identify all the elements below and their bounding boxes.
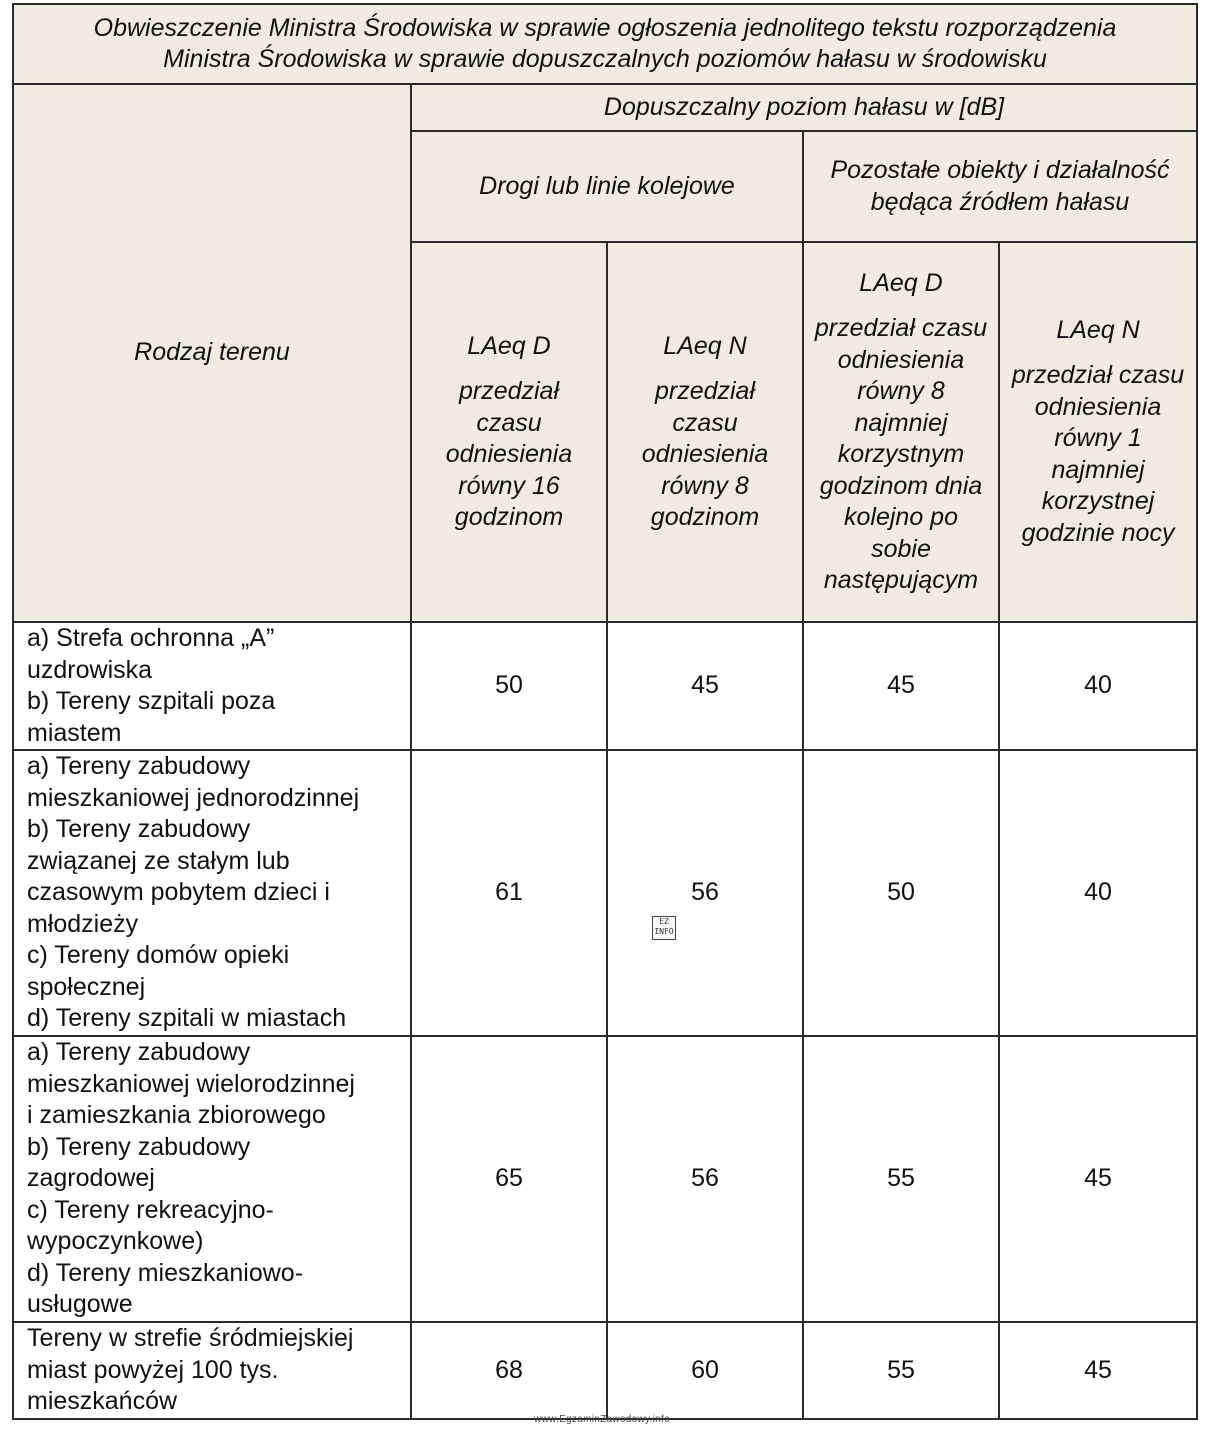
value-cell-col2: 56 [607,750,803,1036]
value-cell-col1: 65 [411,1036,607,1322]
terrain-line: miast powyżej 100 tys. [27,1355,279,1384]
terrain-line: c) Tereny rekreacyjno- [27,1195,274,1224]
terrain-cell [13,1322,411,1419]
footer-watermark: www.EgzaminZawodowy.info [534,1414,670,1425]
terrain-line: d) Tereny szpitali w miastach [27,1004,347,1033]
col3-label: LAeq D [859,268,943,297]
terrain-line: związanej ze stałym lub [27,846,290,875]
value-cell-col1: 50 [411,622,607,750]
terrain-line: usługowe [27,1290,133,1319]
terrain-line: b) Tereny zabudowy [27,815,251,844]
col-laeq-d-roads [411,242,607,622]
table-row [13,1322,1197,1419]
title-row [13,4,1197,84]
value-cell-col4: 40 [999,622,1197,750]
table-row [13,750,1197,1036]
terrain-line: wypoczynkowe) [27,1227,204,1256]
terrain-line: mieszkańców [27,1387,178,1415]
header-row-1 [13,84,1197,131]
terrain-line: b) Tereny zabudowy [27,1132,251,1161]
terrain-line: Tereny w strefie śródmiejskiej [27,1324,354,1352]
pozostale-header: Pozostałe obiekty i działalność będąca źródłem hałasu [803,131,1197,242]
terrain-line: miastem [27,718,122,747]
value-cell-col3: 45 [803,622,999,750]
table-body [13,622,1197,1419]
terrain-line: a) Tereny zabudowy [27,752,251,781]
info-stamp-icon: EZ INFO [652,916,676,940]
terrain-line: zagrodowej [27,1164,155,1193]
terrain-line: i zamieszkania zbiorowego [27,1101,326,1130]
value-cell-col2: 56 [607,1036,803,1322]
terrain-cell [13,622,411,750]
title-line-1: Obwieszczenie Ministra Środowiska w sprawie ogłoszenia jednolitego tekstu rozporządzenia [93,13,1117,42]
terrain-line: b) Tereny szpitali poza [27,687,276,715]
rodzaj-terenu-header: Rodzaj terenu [13,84,411,622]
col4-label: LAeq N [1056,315,1140,344]
drogi-header: Drogi lub linie kolejowe [411,131,803,242]
table-row [13,1036,1197,1322]
terrain-line: a) Tereny zabudowy [27,1038,251,1067]
terrain-line: c) Tereny domów opieki [27,941,290,970]
col-laeq-n-other [999,242,1197,622]
terrain-line: mieszkaniowej jednorodzinnej [27,783,360,812]
value-cell-col2: 45 [607,622,803,750]
value-cell-col3: 55 [803,1322,999,1419]
col3-desc: przedział czasu odniesienia równy 8 najmniej korzystnym godzinom dnia kolejno po sobie następującym [814,314,988,594]
value-cell-col2: 60 [607,1322,803,1419]
terrain-line: młodzieży [27,909,139,938]
col2-label: LAeq N [663,331,747,360]
title-line-2: Ministra Środowiska w sprawie dopuszczalnych poziomów hałasu w środowisku [163,45,1047,73]
col4-desc: przedział czasu odniesienia równy 1 najmniej korzystnej godzinie nocy [1011,361,1185,547]
value-cell-col1: 61 [411,750,607,1036]
terrain-cell [13,1036,411,1322]
terrain-line: a) Strefa ochronna „A” [27,624,275,652]
col1-desc: przedział czasu odniesienia równy 16 godzinom [445,377,573,531]
col-laeq-n-roads [607,242,803,622]
terrain-line: mieszkaniowej wielorodzinnej [27,1069,355,1098]
terrain-cell [13,750,411,1036]
value-cell-col3: 50 [803,750,999,1036]
value-cell-col4: 45 [999,1036,1197,1322]
col-laeq-d-other [803,242,999,622]
value-cell-col4: 45 [999,1322,1197,1419]
value-cell-col3: 55 [803,1036,999,1322]
value-cell-col1: 68 [411,1322,607,1419]
value-cell-col4: 40 [999,750,1197,1036]
terrain-line: uzdrowiska [27,655,153,684]
terrain-line: d) Tereny mieszkaniowo- [27,1258,304,1287]
dopuszczalny-poziom-header: Dopuszczalny poziom hałasu w [dB] [411,84,1197,131]
terrain-line: czasowym pobytem dzieci i [27,878,330,907]
document-title [13,4,1197,84]
col2-desc: przedział czasu odniesienia równy 8 godzinom [641,377,769,531]
col1-label: LAeq D [467,331,551,360]
table-row [13,622,1197,750]
noise-levels-table [12,3,1198,1420]
terrain-line: społecznej [27,972,146,1001]
